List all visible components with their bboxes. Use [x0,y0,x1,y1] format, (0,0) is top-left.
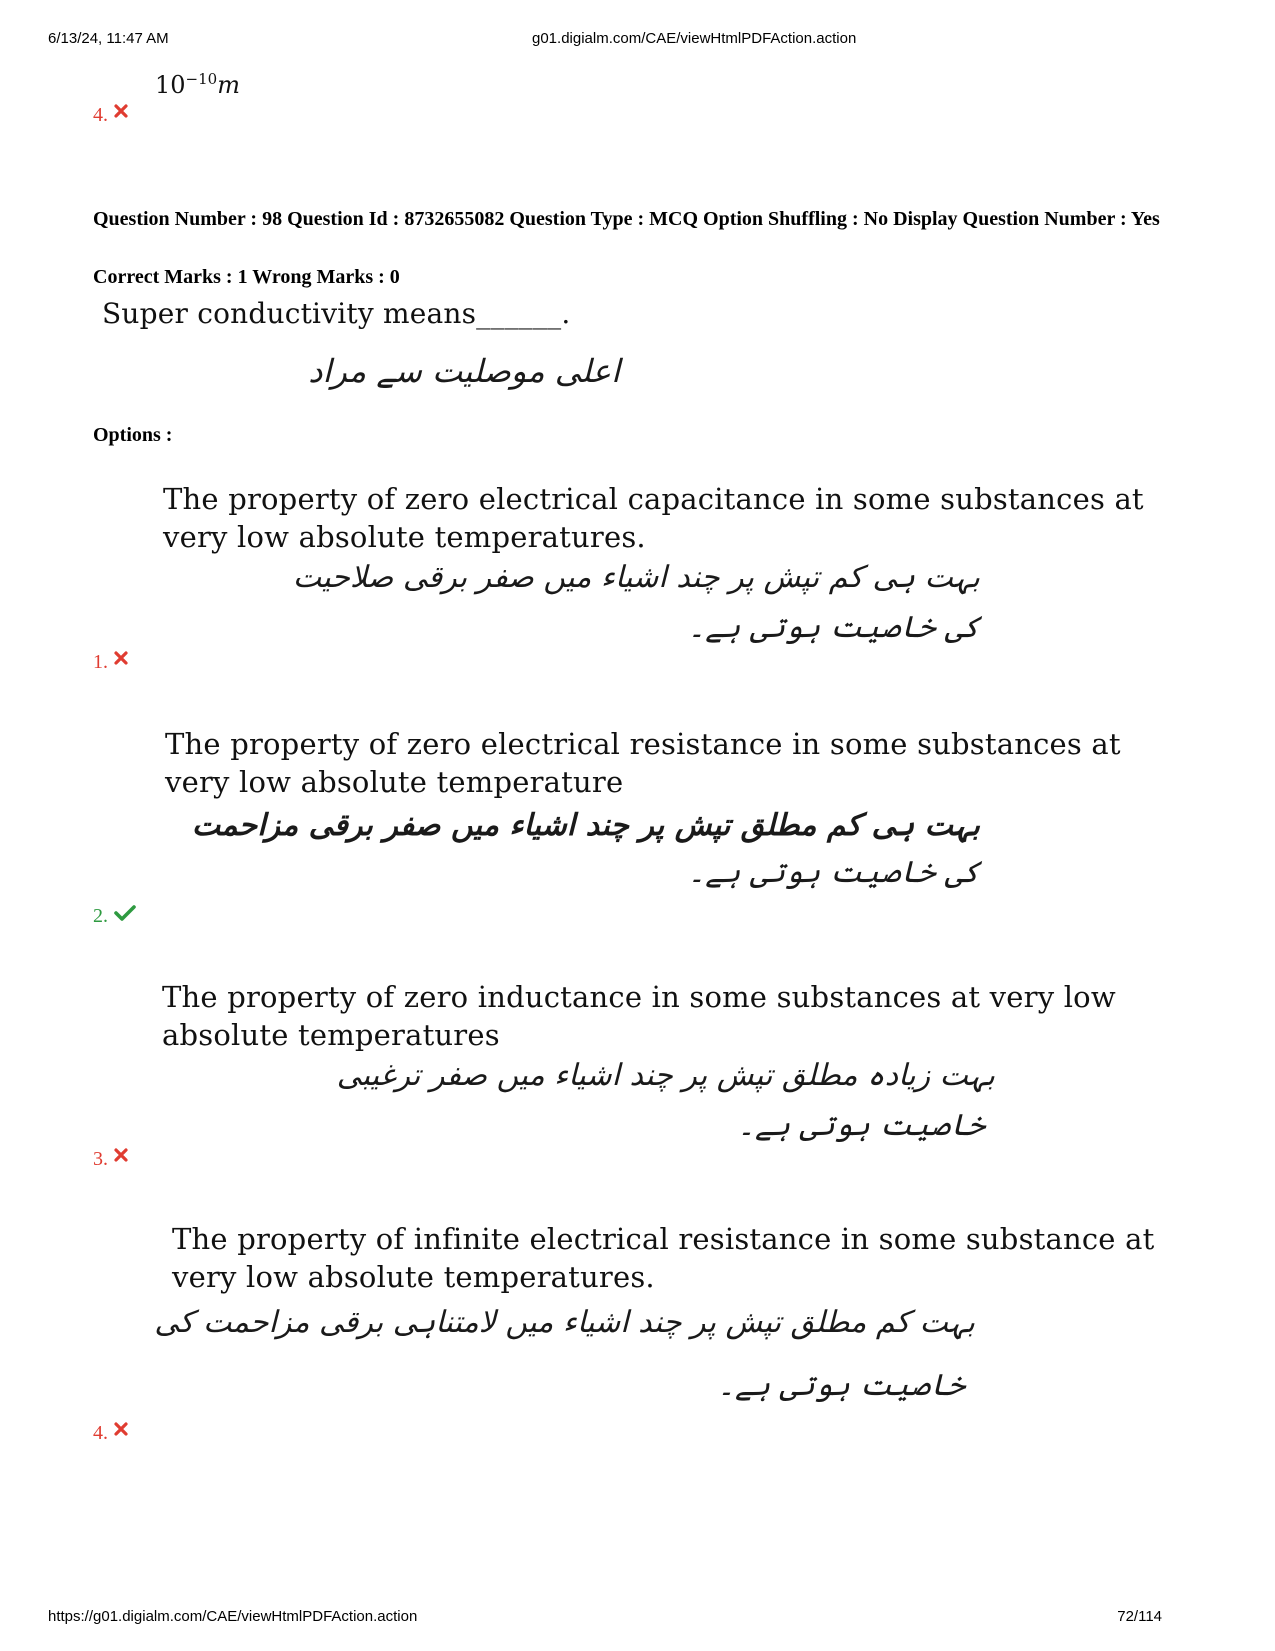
option-3-english-line1: The property of zero inductance in some substances at very low [162,980,1116,1014]
option-1-english-line1: The property of zero electrical capacitance in some substances at [163,482,1144,516]
page-number: 72/114 [1117,1608,1162,1625]
option-3-urdu-line2: خاصیت ہوتی ہے۔ [737,1108,985,1143]
option-number-label: 1. [93,651,108,673]
check-icon [114,905,136,921]
option-1-urdu-line1: بہت ہی کم تپش پر چند اشیاء میں صفر برقی صلاحیت [292,560,980,595]
option-1-urdu-line2: کی خاصیت ہوتی ہے۔ [687,610,980,645]
option-3-english-line2: absolute temperatures [162,1018,500,1052]
option-number-label: 4. [93,104,108,126]
question-text-urdu: اعلی موصلیت سے مراد [308,352,620,390]
option-4-number [93,1422,128,1444]
option-number-label: 4. [93,1422,108,1444]
option-2-english-line2: very low absolute temperature [165,765,624,799]
option-3-urdu-line1: بہت زیادہ مطلق تپش پر چند اشیاء میں صفر ترغیبی [336,1058,995,1093]
option-4-english-line1: The property of infinite electrical resistance in some substance at [172,1222,1155,1256]
question-text-english: Super conductivity means______. [102,297,571,330]
option-4-english-line2: very low absolute temperatures. [172,1260,655,1294]
previous-option-number [93,104,128,126]
question-marks: Correct Marks : 1 Wrong Marks : 0 [93,266,400,288]
value-unit: m [217,71,240,99]
previous-option-value [155,70,240,99]
value-exponent: −10 [185,70,218,88]
option-2-english-line1: The property of zero electrical resistance in some substances at [165,727,1121,761]
option-1-english-line2: very low absolute temperatures. [163,520,646,554]
option-number-label: 2. [93,905,108,927]
option-number-label: 3. [93,1148,108,1170]
option-4-urdu-line1: بہت کم مطلق تپش پر چند اشیاء میں لامتناہی برقی مزاحمت کی [154,1305,975,1340]
cross-icon [114,1422,128,1436]
option-3-number [93,1148,128,1170]
print-header-url: g01.digialm.com/CAE/viewHtmlPDFAction.action [532,30,857,47]
cross-icon [114,104,128,118]
cross-icon [114,651,128,665]
option-2-urdu-line1: بہت ہی کم مطلق تپش پر چند اشیاء میں صفر برقی مزاحمت [191,808,980,843]
option-4-urdu-line2: خاصیت ہوتی ہے۔ [717,1368,965,1403]
option-2-urdu-line2: کی خاصیت ہوتی ہے۔ [687,855,980,890]
question-meta: Question Number : 98 Question Id : 8732655082 Question Type : MCQ Option Shuffling : No Display Question Number : Yes [93,208,1160,230]
option-1-number [93,651,128,673]
value-base: 10 [155,71,186,99]
options-label: Options : [93,424,173,446]
print-datetime: 6/13/24, 11:47 AM [48,30,169,47]
option-2-number [93,905,136,927]
print-footer-url: https://g01.digialm.com/CAE/viewHtmlPDFAction.action [48,1608,418,1625]
cross-icon [114,1148,128,1162]
